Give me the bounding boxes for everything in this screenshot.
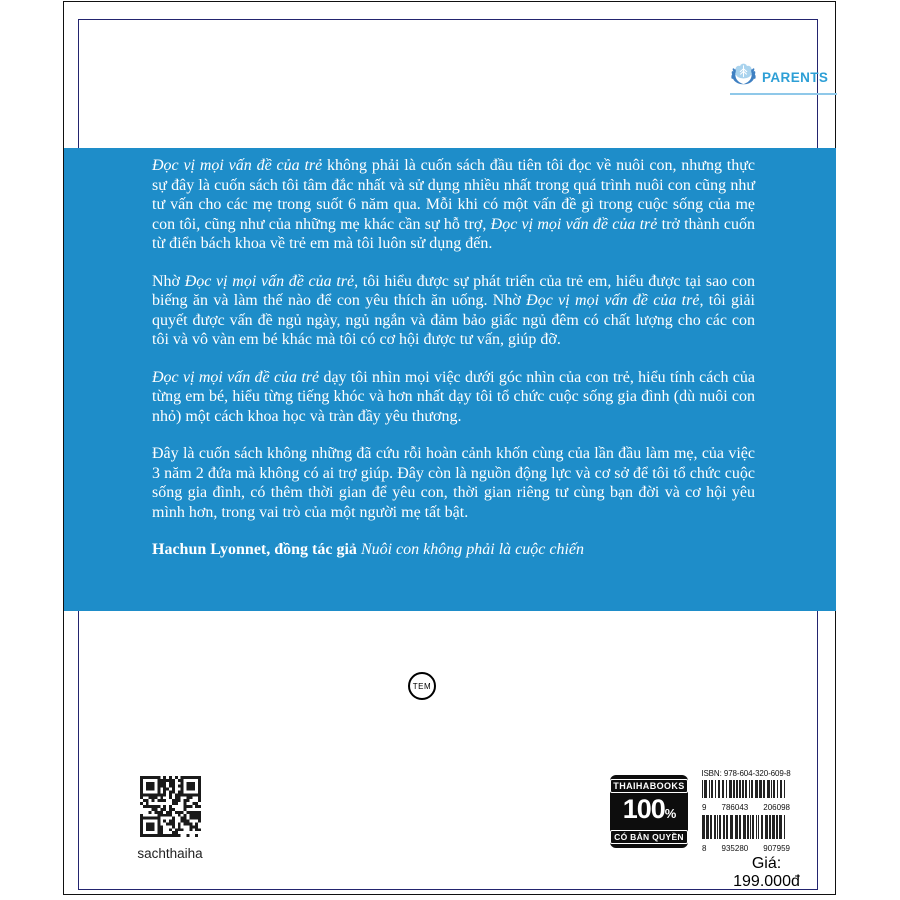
review-paragraph: Đọc vị mọi vấn đề của trẻ không phải là cuốn sách đầu tiên tôi đọc về nuôi con, nhưng thực sự đây là cuốn sách tôi tâm đắc nhất và sử dụng nhiều nhất trong quá trình nuôi con cũng như tư vấn cho các mẹ trong suốt 6 năm qua. Mỗi khi có một vấn đề gì trong cuộc sống của mẹ con tôi, cũng như của những mẹ khác cần sự hỗ trợ, Đọc vị mọi vấn đề của trẻ trở thành cuốn từ điển bách khoa về trẻ em mà tôi luôn sử dụng đến. [152,157,756,252]
review-paragraph: Đọc vị mọi vấn đề của trẻ dạy tôi nhìn mọi việc dưới góc nhìn của con trẻ, hiểu tính cách của từng em bé, hiểu từng tiếng khóc và hơn nhất dạy tôi tổ chức cuộc sống gia đình (dù nuôi con nhỏ) một cách khoa học và tràn đầy yêu thương. [152,368,755,425]
parents-hands-tree-icon [729,60,758,94]
copyright-badge [610,775,688,848]
badge-percent-number: 100 [622,794,665,824]
badge-brand: THAIHABOOKS [610,779,687,793]
review-paragraph: Nhờ Đọc vị mọi vấn đề của trẻ, tôi hiểu được sự phát triển của trẻ em, hiểu được tại sao con biếng ăn và làm thế nào để con yêu thích ăn uống. Nhờ Đọc vị mọi vấn đề của trẻ, tôi giải quyết được vấn đề ngủ ngày, ngủ ngắn và đảm bảo giấc ngủ đêm có chất lượng cho các con tôi và vô vàn em bé khác mà tôi có cơ hội được tư vấn, giúp đỡ. [152,272,756,348]
parents-underline [730,93,837,95]
barcode-digit-group: 935280 [721,844,749,853]
parents-logo-label: PARENTS [762,69,829,85]
review-paragraph: Đây là cuốn sách không những đã cứu rỗi hoàn cảnh khốn cùng của lần đầu làm mẹ, của việc 3 năm 2 đứa mà không có ai trợ giúp. Đây còn là nguồn động lực và cơ sở để tôi tổ chức cuộc sống gia đình, có thêm thời gian để yêu con, thời gian riêng tư cùng bạn đời và cơ hội yêu mình hơn, trong vai trò của một người mẹ tất bật. [152,445,755,521]
qr-block [124,776,216,861]
barcode-ean [701,815,791,844]
barcode-isbn-digits [702,803,790,812]
barcode-digit-group: 8 [702,844,707,853]
barcode-ean-digits [702,844,790,853]
barcode-isbn [701,780,791,803]
badge-percent-sign: % [664,806,676,821]
badge-caption: CÓ BẢN QUYỀN [610,830,688,844]
barcode-digit-group: 907959 [763,844,790,853]
isbn-block [701,769,791,856]
qr-caption: sachthaiha [137,846,203,861]
review-paragraph: Hachun Lyonnet, đồng tác giả Nuôi con không phải là cuộc chiến [152,541,584,558]
barcode-digit-group: 206098 [763,803,790,812]
isbn-label: ISBN: 978-604-320-609-8 [701,769,791,778]
barcode-digit-group: 786043 [721,803,749,812]
barcode-digit-group: 9 [702,803,707,812]
review-text [152,156,755,560]
parents-logo [729,60,828,94]
price-label: Giá: 199.000đ [733,855,800,890]
tem-stamp-circle [408,672,436,700]
qr-code [140,776,201,837]
tem-stamp-label: TEM [412,681,432,691]
badge-percent [622,794,676,826]
